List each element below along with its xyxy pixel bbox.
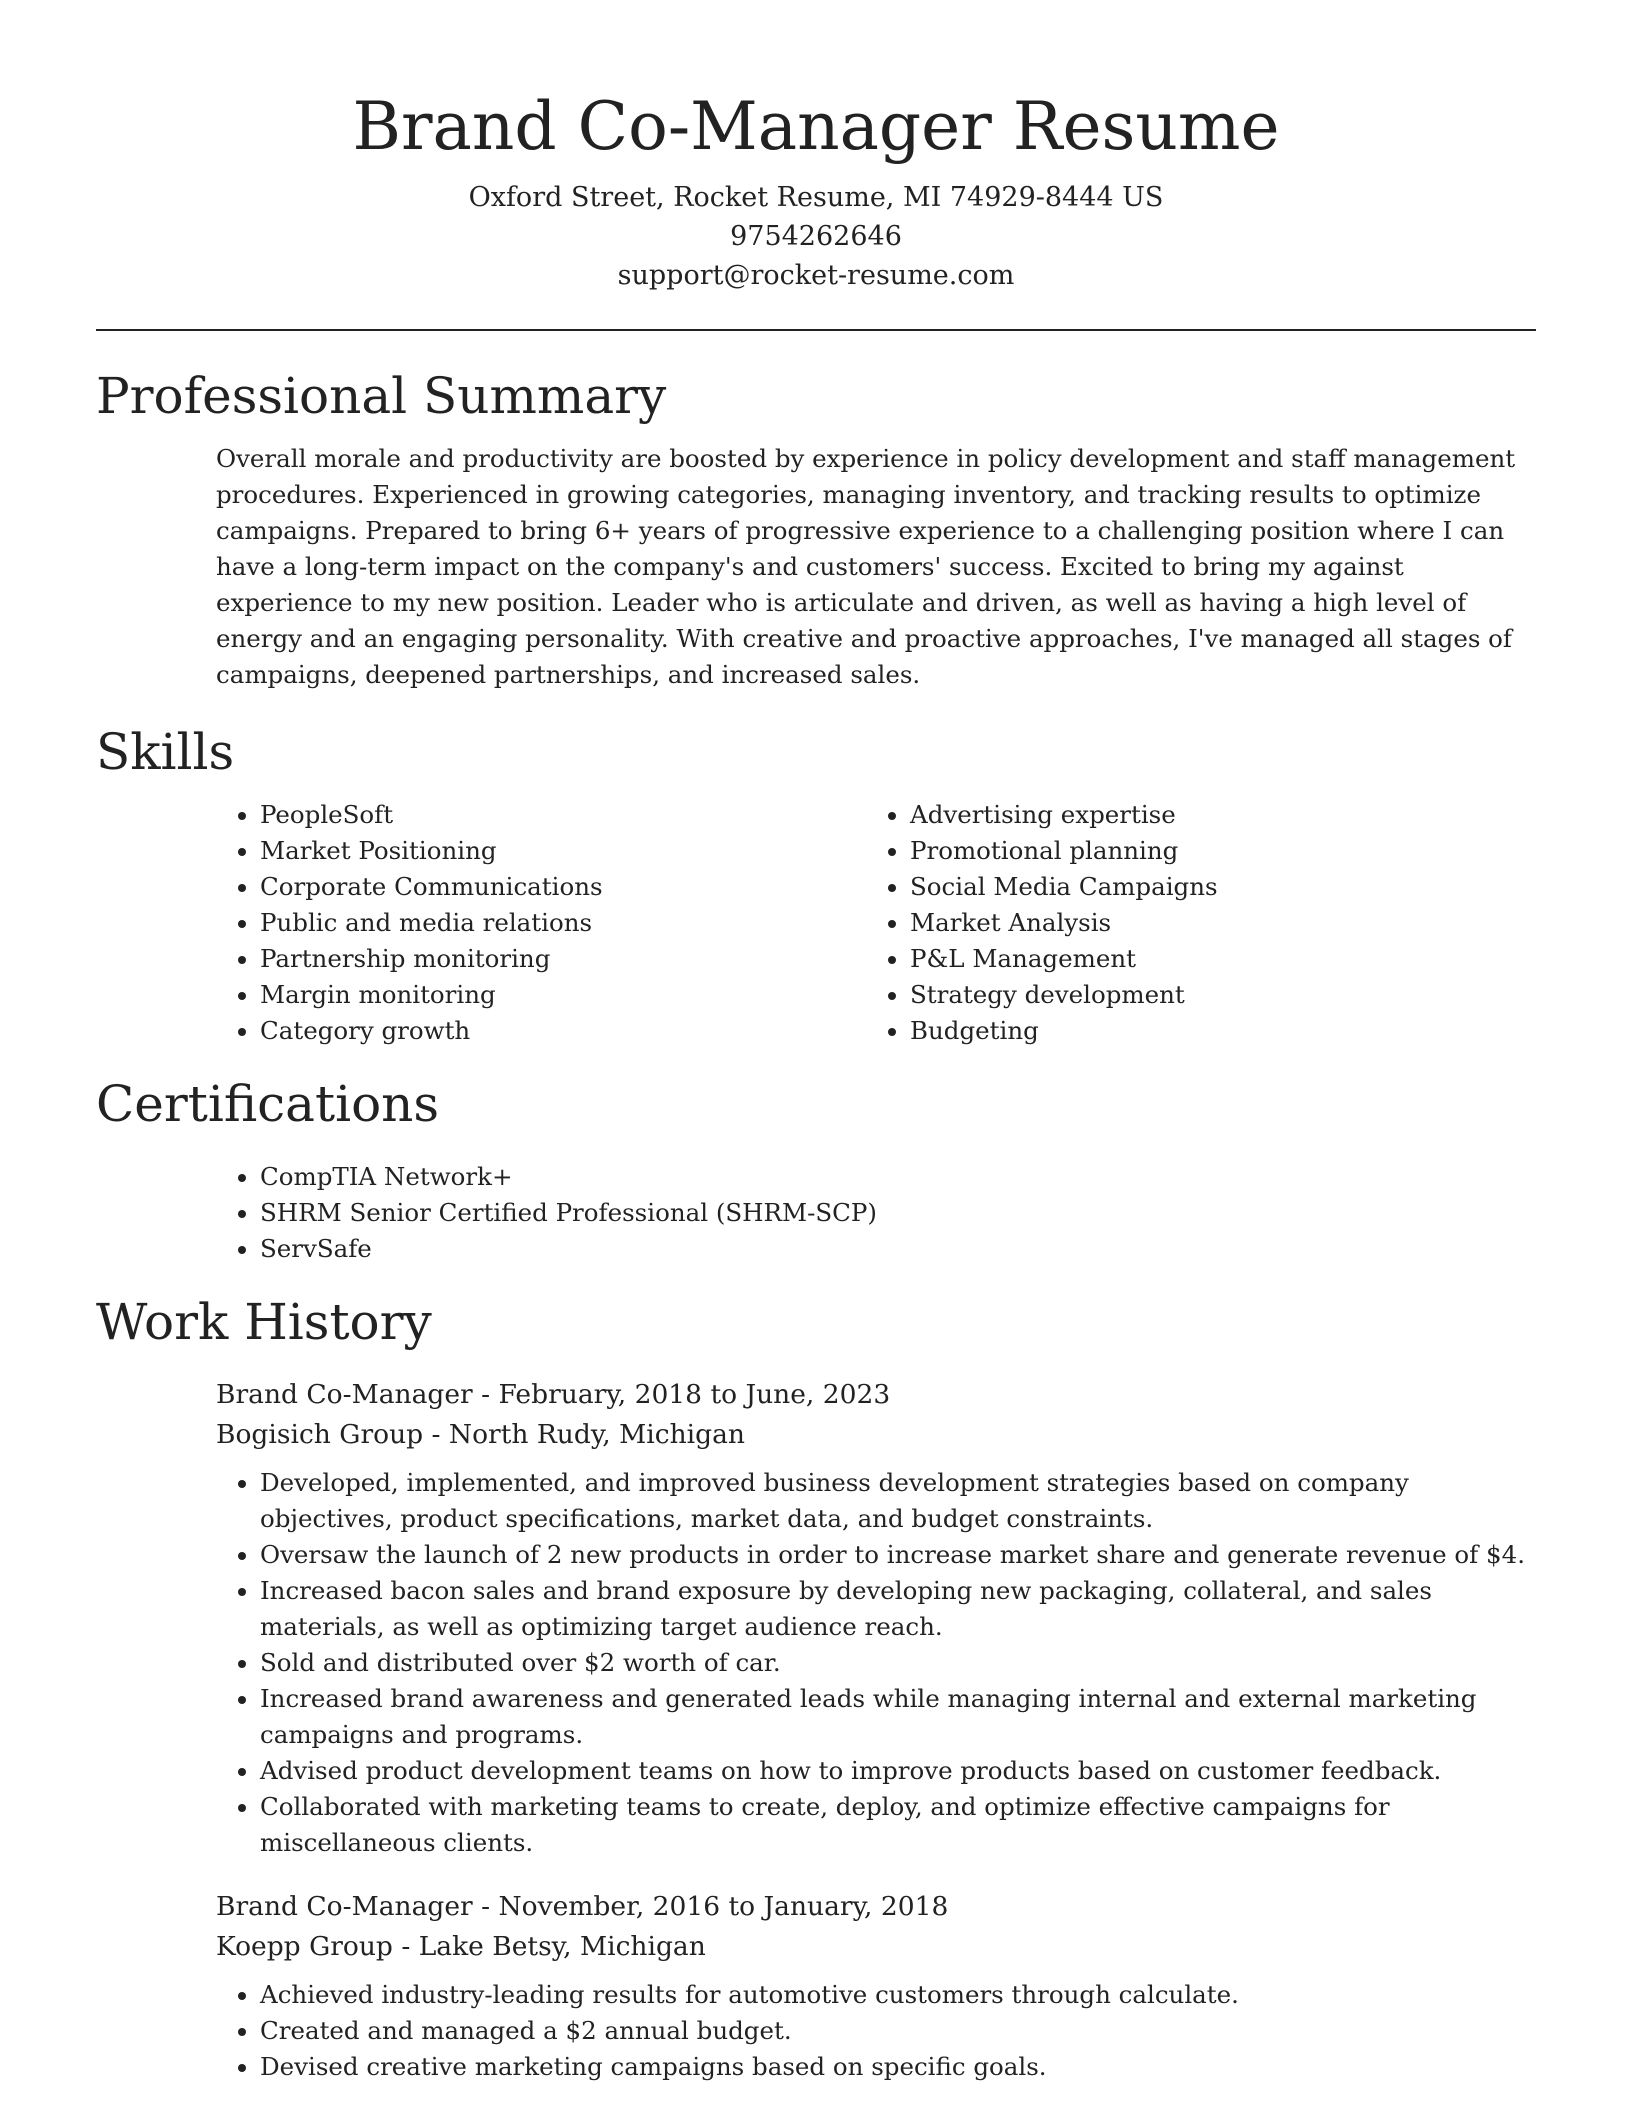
job-bullet: • Devised creative marketing campaigns based on specific goals. — [260, 2049, 1536, 2085]
summary-section — [96, 365, 1536, 693]
resume-header — [96, 0, 1536, 295]
job-bullet: • Increased brand awareness and generated leads while managing internal and external marketing campaigns and programs. — [260, 1681, 1536, 1753]
skill-item: • Social Media Campaigns — [910, 869, 1516, 905]
certification-item: • CompTIA Network+ — [260, 1159, 1536, 1195]
skill-item: • Promotional planning — [910, 833, 1516, 869]
certifications-list — [216, 1159, 1536, 1267]
summary-text: Overall morale and productivity are boosted by experience in policy development and staff management procedures. Experienced in growing categories, managing inventory, and tracking results to optimize campaigns. Prepared to bring 6+ years of progressive experience to a challenging position where I can have a long-term impact on the company's and customers' success. Excited to bring my against experience to my new position. Leader who is articulate and driven, as well as having a high level of energy and an engaging personality. With creative and proactive approaches, I've managed all stages of campaigns, deepened partnerships, and increased sales. — [216, 444, 1516, 689]
skills-heading: Skills — [96, 723, 235, 781]
job-bullet: • Developed, implemented, and improved business development strategies based on company objectives, product specifications, market data, and budget constraints. — [260, 1465, 1536, 1537]
certification-item: • ServSafe — [260, 1231, 1536, 1267]
work-history-section — [96, 1291, 1536, 2085]
certification-item: • SHRM Senior Certified Professional (SHRM-SCP) — [260, 1195, 1536, 1231]
contact-block — [96, 178, 1536, 295]
skill-item: • Partnership monitoring — [260, 941, 866, 977]
job-bullets — [216, 1465, 1536, 1861]
job-bullet: • Sold and distributed over $2 worth of car. — [260, 1645, 1536, 1681]
skill-item: • PeopleSoft — [260, 797, 866, 833]
skill-item: • Margin monitoring — [260, 977, 866, 1013]
skill-item: • Corporate Communications — [260, 869, 866, 905]
job-bullet: • Achieved industry-leading results for automotive customers through calculate. — [260, 1977, 1536, 2013]
skill-item: • Budgeting — [910, 1013, 1516, 1049]
summary-heading: Professional Summary — [96, 367, 667, 425]
job-bullet: • Increased bacon sales and brand exposure by developing new packaging, collateral, and sales materials, as well as optimizing target audience reach. — [260, 1573, 1536, 1645]
skill-item: • Market Analysis — [910, 905, 1516, 941]
certifications-heading: Certifications — [96, 1075, 440, 1133]
resume-page — [96, 0, 1536, 2085]
contact-email: support@rocket-resume.com — [617, 260, 1015, 291]
job-entry — [216, 1375, 1536, 1861]
certifications-section — [96, 1073, 1536, 1267]
job-bullet: • Created and managed a $2 annual budget. — [260, 2013, 1536, 2049]
header-divider — [96, 329, 1536, 331]
job-entry — [216, 1887, 1536, 2085]
skills-column-right — [866, 797, 1516, 1049]
job-bullets — [216, 1977, 1536, 2085]
job-role-dates: Brand Co-Manager - November, 2016 to January, 2018 — [216, 1891, 949, 1922]
skill-item: • Category growth — [260, 1013, 866, 1049]
job-company-location: Koepp Group - Lake Betsy, Michigan — [216, 1931, 706, 1962]
skill-item: • Public and media relations — [260, 905, 866, 941]
skills-grid — [216, 797, 1536, 1049]
contact-address: Oxford Street, Rocket Resume, MI 74929-8444 US — [468, 182, 1164, 213]
skills-column-left — [216, 797, 866, 1049]
skills-section — [96, 721, 1536, 1049]
skill-item: • Advertising expertise — [910, 797, 1516, 833]
skill-item: • P&L Management — [910, 941, 1516, 977]
work-history-heading: Work History — [96, 1293, 432, 1351]
job-bullet: • Advised product development teams on how to improve products based on customer feedback. — [260, 1753, 1536, 1789]
job-role-dates: Brand Co-Manager - February, 2018 to June, 2023 — [216, 1379, 891, 1410]
job-bullet: • Oversaw the launch of 2 new products in order to increase market share and generate revenue of $4. — [260, 1537, 1536, 1573]
contact-phone: 9754262646 — [730, 221, 902, 252]
skill-item: • Strategy development — [910, 977, 1516, 1013]
resume-title: Brand Co-Manager Resume — [352, 88, 1280, 165]
job-company-location: Bogisich Group - North Rudy, Michigan — [216, 1419, 745, 1450]
job-bullet: • Collaborated with marketing teams to create, deploy, and optimize effective campaigns for miscellaneous clients. — [260, 1789, 1536, 1861]
skill-item: • Market Positioning — [260, 833, 866, 869]
